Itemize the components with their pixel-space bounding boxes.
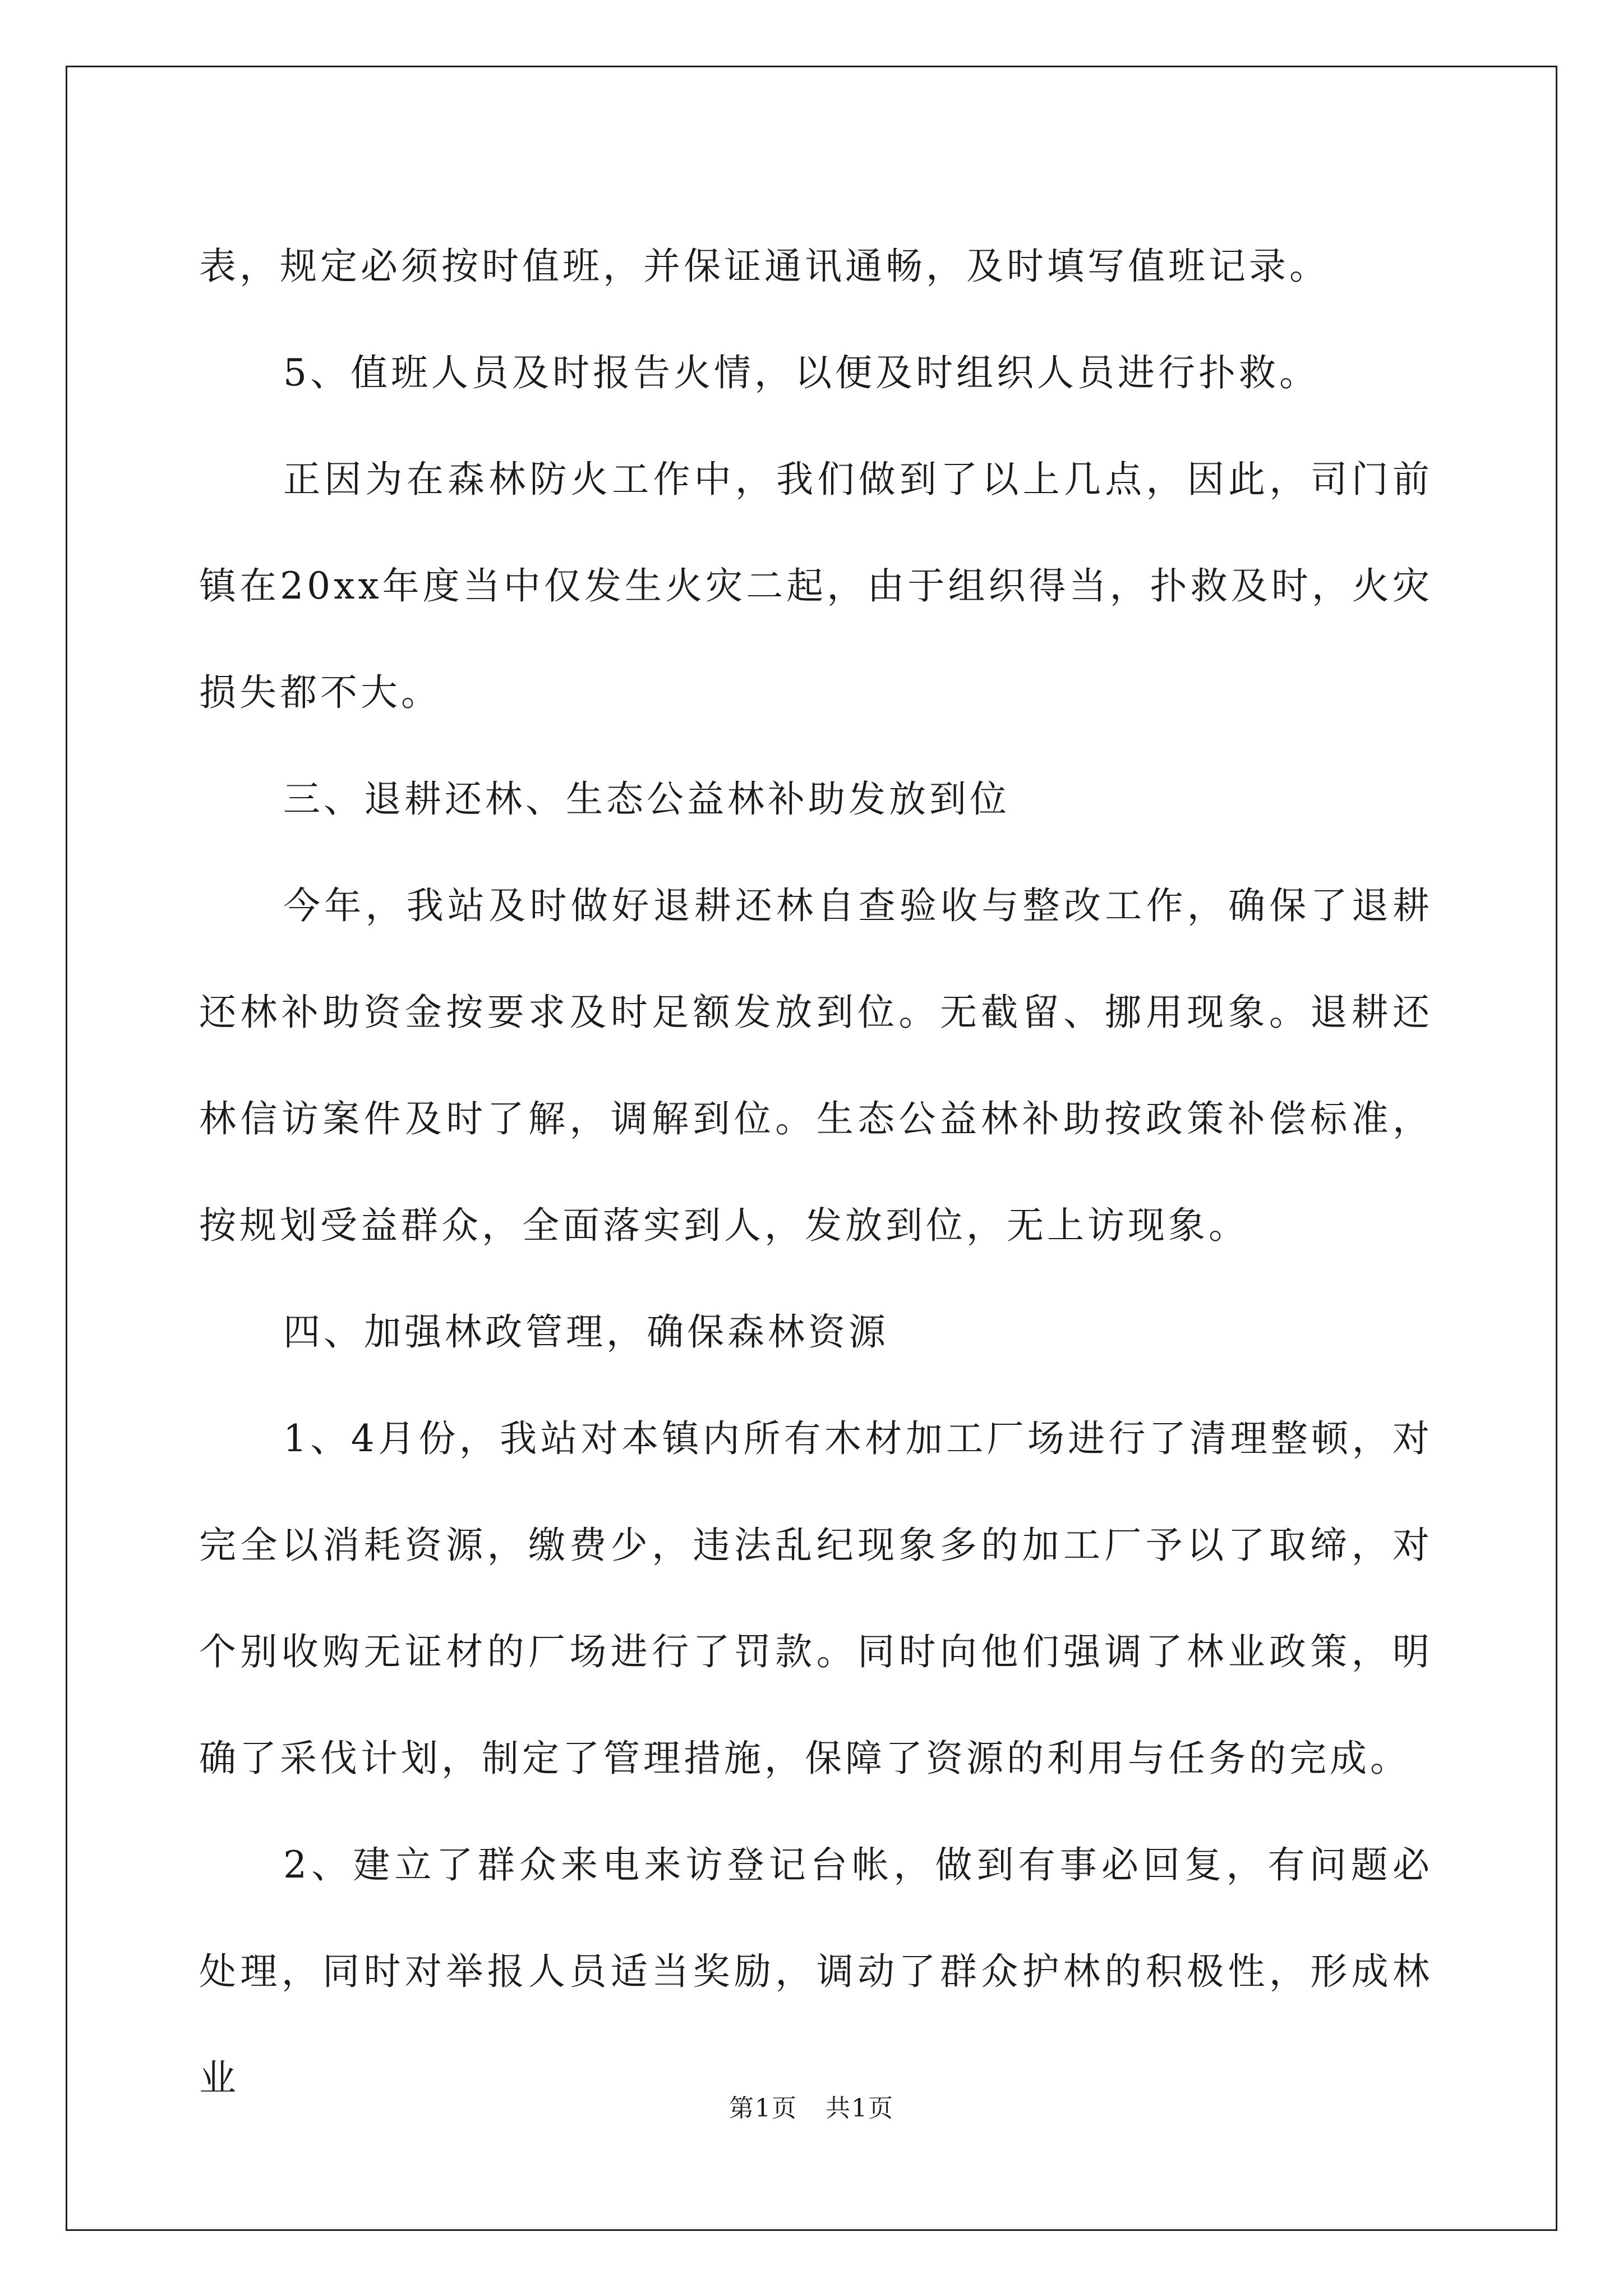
paragraph-2: 5、值班人员及时报告火情，以便及时组织人员进行扑救。 [283, 351, 1320, 394]
paragraph-4: 今年，我站及时做好退耕还林自查验收与整改工作，确保了退耕还林补助资金按要求及时足额发放到位。无截留、挪用现象。退耕还林信访案件及时了解，调解到位。生态公益林补助按政策补偿标准，按规划受益群众，全面落实到人，发放到位，无上访现象。 [199, 884, 1433, 1247]
paragraph-3: 正因为在森林防火工作中，我们做到了以上几点，因此，司门前镇在20xx年度当中仅发生火灾二起，由于组织得当，扑救及时，火灾损失都不大。 [199, 458, 1433, 714]
page-number-current: 第1页 [729, 2094, 797, 2123]
section-heading-4: 四、加强林政管理，确保森林资源 [283, 1310, 889, 1354]
paragraph-1: 表，规定必须按时值班，并保证通讯通畅，及时填写值班记录。 [199, 245, 1330, 288]
page-footer [0, 2088, 1623, 2124]
paragraph-6: 2、建立了群众来电来访登记台帐，做到有事必回复，有问题必处理，同时对举报人员适当奖励，调动了群众护林的积极性，形成林业 [199, 1843, 1433, 2100]
page-number-total: 共1页 [826, 2094, 894, 2123]
document-body [199, 213, 1433, 2132]
section-heading-3: 三、退耕还林、生态公益林补助发放到位 [283, 777, 1010, 821]
paragraph-5: 1、4月份，我站对本镇内所有木材加工厂场进行了清理整顿，对完全以消耗资源，缴费少，违法乱纪现象多的加工厂予以了取缔，对个别收购无证材的厂场进行了罚款。同时向他们强调了林业政策，明确了采伐计划，制定了管理措施，保障了资源的利用与任务的完成。 [199, 1417, 1433, 1780]
